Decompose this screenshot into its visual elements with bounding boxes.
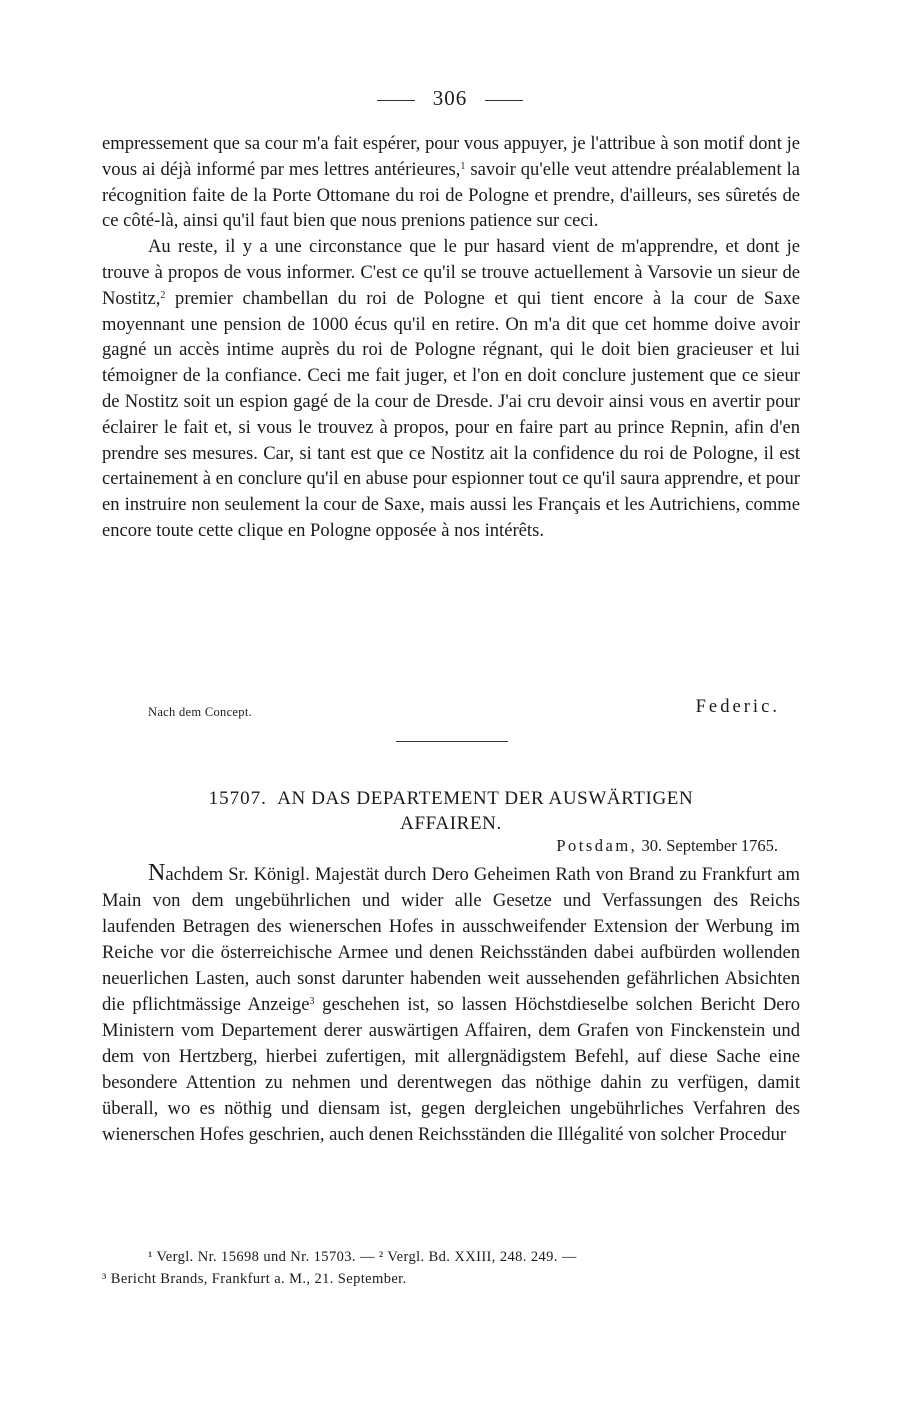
dateline-date: 30. September 1765. [641, 836, 778, 855]
dateline-place: Potsdam, [556, 836, 638, 855]
header-dash-right [485, 100, 523, 101]
footnote-line-2: ³ Bericht Brands, Frankfurt a. M., 21. September. [102, 1271, 407, 1287]
letter-one-body [102, 131, 800, 544]
footnote-ref-1: 1 [460, 160, 466, 172]
footnote-ref-2: 2 [160, 289, 166, 301]
page-header [0, 86, 900, 111]
footnote-ref-3: 3 [309, 996, 315, 1007]
text-run: geschehen ist, so lassen Höchstdieselbe solchen Bericht Dero Ministern vom Departement derer auswärtigen Affairen, dem Grafen von Finckenstein und dem von Hertzberg, hierbei zufertigen, mit allergnädigstem Befehl, auf diese Sache eine besondere Attention zu nehmen und derentwegen das nöthige dahin zu verfügen, damit überall, wo es nöthig und diensam ist, gegen dergleichen ungebührliches Verfahren des wienerschen Hofes geschrien, auch denen Reichsständen die Illégalité von solcher Procedur [102, 994, 801, 1145]
letter-one-paragraph-2 [102, 234, 800, 544]
letter-title: AN DAS DEPARTEMENT DER AUSWÄRTIGEN [277, 788, 694, 809]
heading-line-1 [102, 786, 800, 811]
dateline [556, 836, 778, 856]
text-run: achdem Sr. Königl. Majestät durch Dero Geheimen Rath von Brand zu Frankfurt am Main von dem ungebührlichen und wider alle Gesetze und Verfassungen des Reichs laufenden Betragen des wienerschen Hofes in ausschweifender Extension der Werbung im Reiche vor die österreichische Armee und denen Reichsständen dabei aufbürden wollenden neuerlichen Lasten, auch sonst darunter habenden weit aussehenden gefährlichen Absichten die pflichtmässige Anzeige [102, 864, 800, 1015]
text-run: premier chambellan du roi de Pologne et qui tient encore à la cour de Saxe moyennant une pension de 1000 écus qu'il en retire. On m'a dit que cet homme doive avoir gagné un accès intime auprès du roi de Pologne régnant, qui le doit bien gracieuser et lui témoigner de la confiance. Ceci me fait juger, et l'on en doit conclure justement que ce sieur de Nostitz soit un espion gagé de la cour de Dresde. J'ai cru devoir ainsi vous en avertir pour éclairer le fait et, si vous le trouvez à propos, pour en faire part au prince Repnin, afin d'en prendre ses mesures. Car, si tant est que ce Nostitz ait la confidence du roi de Pologne, il est certainement à en conclure qu'il en abuse pour espionner tout ce qu'il saura apprendre, et pour en instruire non seulement la cour de Saxe, mais aussi les Français et les Autrichiens, comme encore toute cette clique en Pologne opposée à nos intérêts. [102, 287, 800, 541]
footnotes [102, 1246, 800, 1290]
letter-title-line-2: AFFAIREN. [400, 813, 502, 834]
signature: Federic. [695, 696, 780, 717]
letter-number: 15707. [208, 788, 267, 809]
signature-row [102, 696, 800, 722]
source-note: Nach dem Concept. [148, 705, 253, 719]
footnote-line-1: ¹ Vergl. Nr. 15698 und Nr. 15703. — ² Vergl. Bd. XXIII, 248. 249. — [148, 1249, 577, 1265]
header-dash-left [377, 100, 415, 101]
letter-two-heading [102, 786, 800, 836]
letter-one-paragraph-1 [102, 131, 800, 234]
text-run: empressement que sa cour m'a fait espérer, pour vous appuyer, je l'attribue à son motif dont je vous ai déjà informé par mes lettres antérieures, [102, 133, 800, 180]
letter-two-paragraph [102, 860, 800, 1148]
dropcap: N [148, 860, 166, 886]
section-separator [396, 741, 508, 742]
text-run: Au reste, il y a une circonstance que le pur hasard vient de m'apprendre, et dont je trouve à propos de vous informer. C'est ce qu'il se trouve actuellement à Varsovie un sieur de Nostitz, [102, 236, 800, 309]
page-number: 306 [432, 86, 468, 110]
text-run: savoir qu'elle veut attendre préalablement la récognition faite de la Porte Ottomane du roi de Pologne et prendre, d'ailleurs, ses sûretés de ce côté-là, ainsi qu'il faut bien que nous prenions patience sur ceci. [102, 158, 800, 232]
letter-two-body [102, 860, 800, 1148]
